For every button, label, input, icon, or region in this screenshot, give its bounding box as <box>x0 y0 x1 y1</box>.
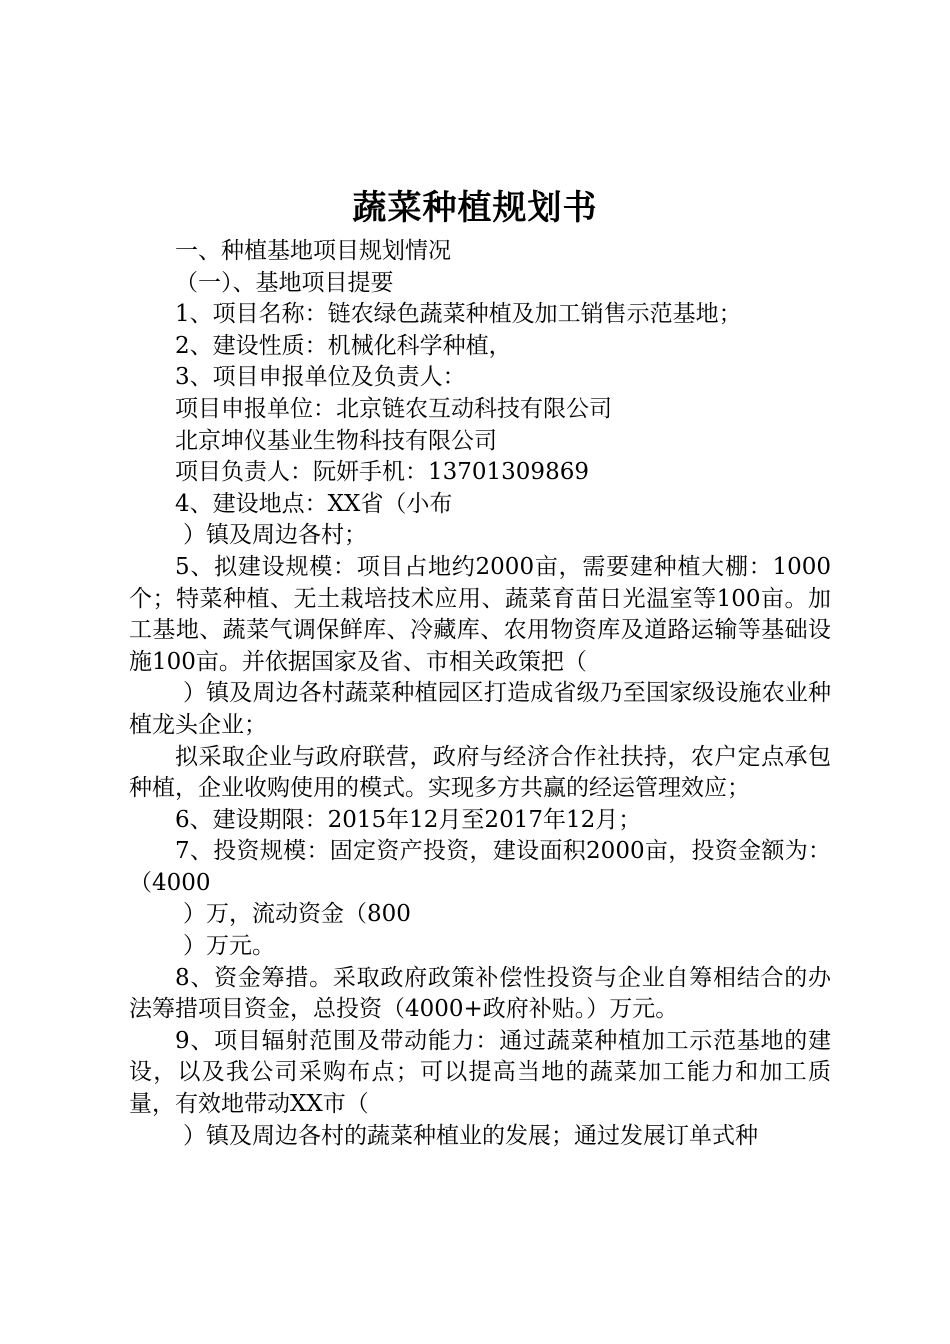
paragraph: 拟采取企业与政府联营，政府与经济合作社扶持，农户定点承包种植，企业收购使用的模式。实现多方共赢的经运管理效应； <box>129 743 831 802</box>
subsection-heading: （一）、基地项目提要 <box>175 269 394 296</box>
paragraph: 6、建设期限：2015年12月至2017年12月； <box>175 806 642 833</box>
document-title: 蔬菜种植规划书 <box>352 188 598 228</box>
paragraph: 4、建设地点：XX省（小布 <box>175 490 453 517</box>
paragraph: ）万，流动资金（800 <box>183 901 411 928</box>
paragraph: 5、拟建设规模：项目占地约2000亩，需要建种植大棚：1000个；特菜种植、无土栽培技术应用、蔬菜育苗日光温室等100亩。加工基地、蔬菜气调保鲜库、冷藏库、农用物资库及道路运输等基础设施100亩。并依据国家及省、市相关政策把（ <box>129 553 831 675</box>
document-body <box>129 236 831 1152</box>
paragraph: 项目负责人：阮妍手机：13701309869 <box>175 459 589 486</box>
paragraph: 项目申报单位：北京链农互动科技有限公司 <box>175 395 612 422</box>
paragraph: 3、项目申报单位及负责人： <box>175 364 466 391</box>
paragraph: ）万元。 <box>183 933 275 960</box>
paragraph: ）镇及周边各村的蔬菜种植业的发展；通过发展订单式种 <box>183 1122 758 1149</box>
paragraph: ）镇及周边各村蔬菜种植园区打造成省级乃至国家级设施农业种植龙头企业； <box>129 680 831 738</box>
paragraph: 8、资金筹措。采取政府政策补偿性投资与企业自筹相结合的办法筹措项目资金，总投资（4000+政府补贴。）万元。 <box>129 964 831 1023</box>
paragraph: 北京坤仪基业生物科技有限公司 <box>175 427 497 454</box>
paragraph: 1、项目名称：链农绿色蔬菜种植及加工销售示范基地； <box>175 301 742 328</box>
paragraph: 7、投资规模：固定资产投资，建设面积2000亩，投资金额为：（4000 <box>129 838 831 896</box>
paragraph: 2、建设性质：机械化科学种植， <box>175 332 512 359</box>
paragraph: ）镇及周边各村； <box>183 522 367 549</box>
paragraph: 9、项目辐射范围及带动能力：通过蔬菜种植加工示范基地的建设，以及我公司采购布点；可以提高当地的蔬菜加工能力和加工质量，有效地带动XX市（ <box>129 1027 831 1118</box>
section-heading: 一、种植基地项目规划情况 <box>175 238 451 264</box>
